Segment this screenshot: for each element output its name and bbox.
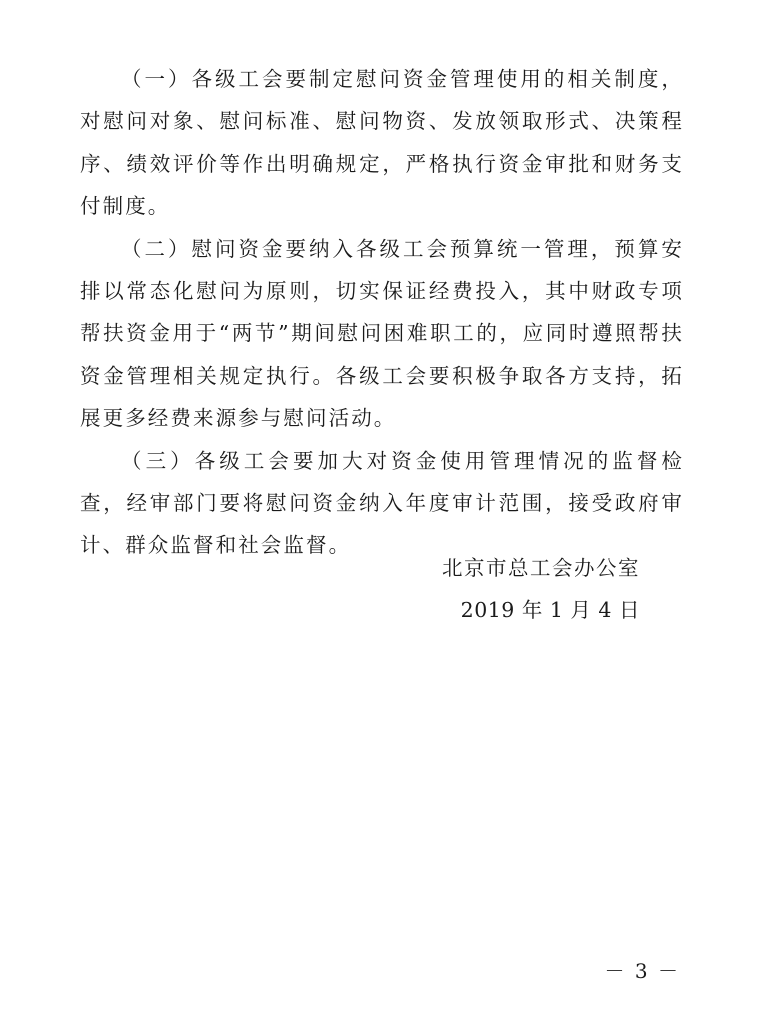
document-body xyxy=(80,58,684,567)
paragraph-1: （一）各级工会要制定慰问资金管理使用的相关制度，对慰问对象、慰问标准、慰问物资、发放领取形式、决策程序、绩效评价等作出明确规定，严格执行资金审批和财务支付制度。 xyxy=(80,67,684,219)
signature-date: 2019 年 1 月 4 日 xyxy=(460,598,640,622)
paragraph-2: （二）慰问资金要纳入各级工会预算统一管理，预算安排以常态化慰问为原则，切实保证经费投入，其中财政专项帮扶资金用于“两节”期间慰问困难职工的，应同时遵照帮扶资金管理相关规定执行。各级工会要积极争取各方支持，拓展更多经费来源参与慰问活动。 xyxy=(80,236,684,431)
paragraph-3: （三）各级工会要加大对资金使用管理情况的监督检查，经审部门要将慰问资金纳入年度审计范围，接受政府审计、群众监督和社会监督。 xyxy=(80,448,684,558)
page-number: － 3 － xyxy=(604,959,680,983)
signature-organization: 北京市总工会办公室 xyxy=(442,556,640,580)
